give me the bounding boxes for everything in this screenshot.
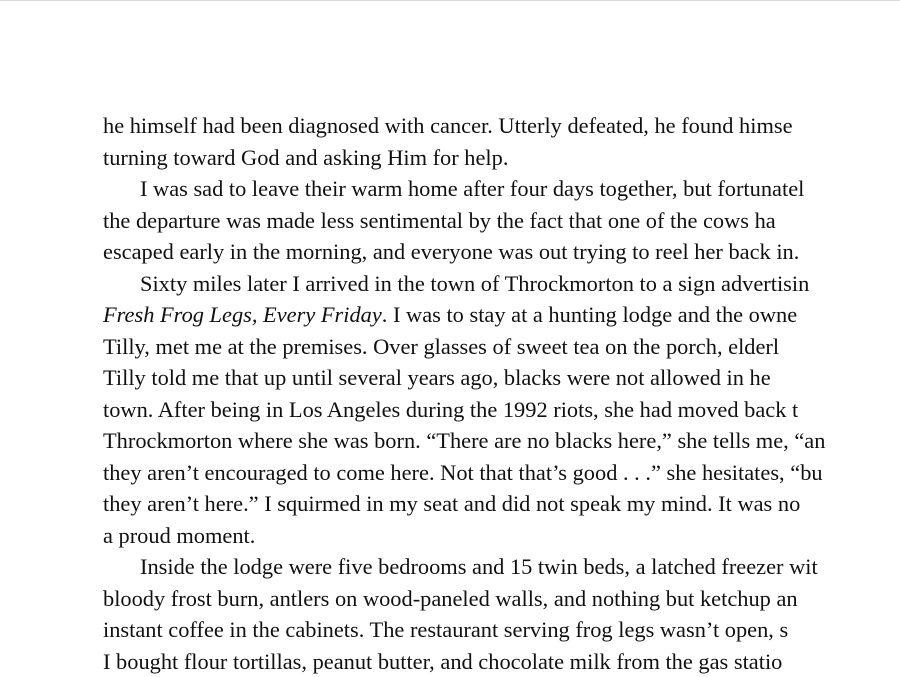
text-line: bloody frost burn, antlers on wood-paneled walls, and nothing but ketchup an xyxy=(103,583,900,615)
text-line: the departure was made less sentimental by the fact that one of the cows ha xyxy=(103,205,900,237)
paragraph-start-line: Inside the lodge were five bedrooms and 15 twin beds, a latched freezer wit xyxy=(103,551,900,583)
paragraph-start-line: Sixty miles later I arrived in the town of Throckmorton to a sign advertisin xyxy=(103,268,900,300)
text-line: Fresh Frog Legs, Every Friday. I was to stay at a hunting lodge and the owne xyxy=(103,299,900,331)
text-line: instant coffee in the cabinets. The restaurant serving frog legs wasn’t open, s xyxy=(103,614,900,646)
text-line: Throckmorton where she was born. “There are no blacks here,” she tells me, “an xyxy=(103,425,900,457)
text-line: a proud moment. xyxy=(103,520,900,552)
text-line: turning toward God and asking Him for help. xyxy=(103,142,900,174)
text-line: escaped early in the morning, and everyone was out trying to reel her back in. xyxy=(103,236,900,268)
text-line: he himself had been diagnosed with cancer. Utterly defeated, he found himse xyxy=(103,110,900,142)
text-line: they aren’t encouraged to come here. Not that that’s good . . .” she hesitates, “bu xyxy=(103,457,900,489)
text-line: town. After being in Los Angeles during the 1992 riots, she had moved back t xyxy=(103,394,900,426)
italic-sign-text: Fresh Frog Legs, Every Friday xyxy=(103,302,382,327)
text-line: Tilly told me that up until several years ago, blacks were not allowed in he xyxy=(103,362,900,394)
paragraph-start-line: I was sad to leave their warm home after four days together, but fortunatel xyxy=(103,173,900,205)
text-line: they aren’t here.” I squirmed in my seat and did not speak my mind. It was no xyxy=(103,488,900,520)
text-line: Tilly, met me at the premises. Over glasses of sweet tea on the porch, elderl xyxy=(103,331,900,363)
text-line-partial: I bought flour tortillas, peanut butter, and chocolate milk from the gas statio xyxy=(103,646,900,677)
top-divider xyxy=(0,0,900,1)
document-page xyxy=(103,110,900,677)
